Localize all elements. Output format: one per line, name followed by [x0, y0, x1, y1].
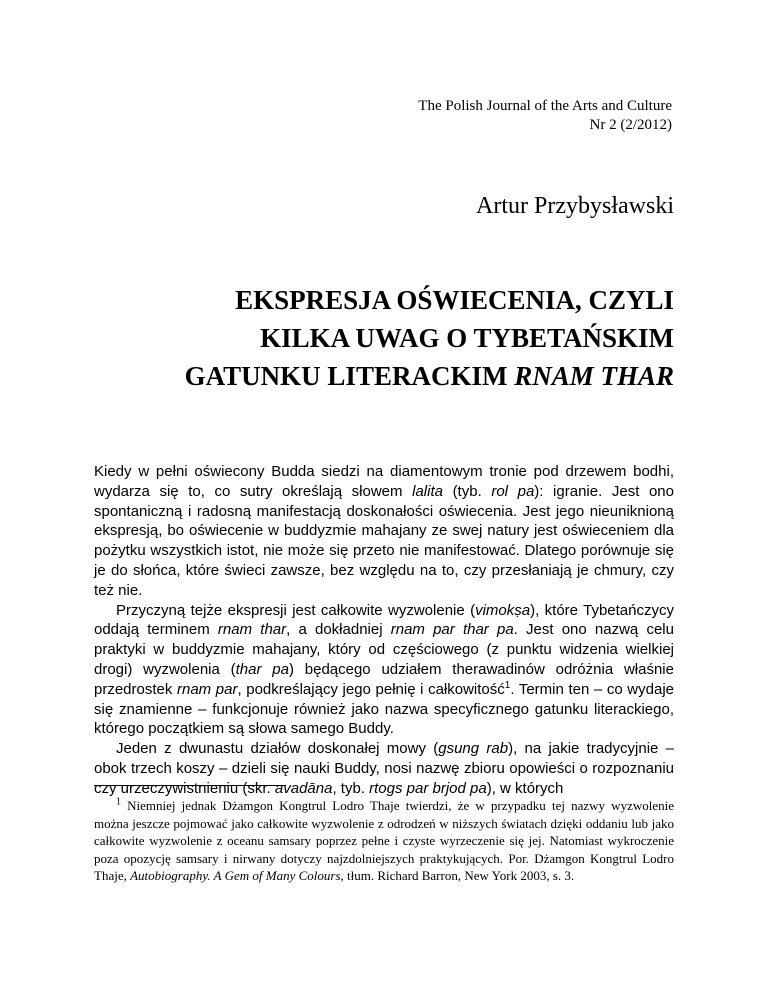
italic-term: rnam thar — [217, 621, 287, 639]
italic-term: rnam par — [176, 680, 238, 698]
footnote-number: 1 — [116, 796, 121, 808]
text-run: Jeden z dwunastu działów doskonałej mowy ( — [116, 740, 439, 758]
footnote-reference[interactable]: 1 — [504, 679, 511, 691]
text-run: ), na jakie tradycyjnie – obok trzech koszy – dzieli się nauki Buddy, nosi nazwę zbioru opowieści o rozpoznaniu czy urzeczywistnieniu (skr. — [94, 740, 674, 797]
text-run: , podkreślający jego pełnię i całkowitość — [237, 680, 505, 698]
article-body — [94, 462, 674, 799]
title-line-3-italic: RNAM THAR — [514, 361, 674, 391]
text-run: ) będącego udziałem therawadinów odróżnia właśnie przedrostek — [94, 660, 674, 698]
text-run: , tłum. Richard Barron, New York 2003, s. 3. — [340, 868, 575, 884]
paragraph-3 — [94, 739, 674, 798]
footnote — [94, 797, 674, 885]
italic-term: rtogs par brjod pa — [369, 779, 487, 797]
italic-term: avadāna — [274, 779, 333, 797]
paragraph-1 — [94, 462, 674, 601]
italic-title: Autobiography. A Gem of Many Colours — [130, 868, 341, 884]
text-run: ), które Tybetańczycy oddają terminem — [94, 601, 674, 639]
footnote-1 — [94, 797, 674, 885]
text-run: ): igranie. Jest ono spontaniczną i radosną manifestacją doskonałości oświecenia. Jest jego nieuniknioną ekspresją, bo oświecenie w buddyzmie mahajany ze swej natury jest oświeceniem dla pożytku wszystkich istot, nie może się przeto nie manifestować. Dlatego porównuje się je do słońca, które świeci zawsze, bez względu na to, czy przesłaniają je chmury, czy też nie. — [94, 482, 674, 599]
text-run: Przyczyną tejże ekspresji jest całkowite wyzwolenie ( — [116, 601, 476, 619]
text-run: (tyb. — [442, 482, 492, 500]
italic-term: rol pa — [491, 482, 535, 500]
title-line-1: EKSPRESJA OŚWIECENIA, CZYLI — [235, 285, 674, 315]
journal-name: The Polish Journal of the Arts and Culture — [418, 98, 672, 114]
author-name: Artur Przybysławski — [476, 193, 674, 219]
journal-issue: Nr 2 (2/2012) — [589, 117, 672, 133]
title-line-3 — [114, 357, 674, 395]
paragraph-2 — [94, 601, 674, 740]
text-run: ), w których — [486, 779, 564, 797]
text-run: Niemniej jednak Dżamgon Kongtrul Lodro Thaje twierdzi, że w przypadku tej nazwy wyzwolenie można jeszcze pojmować jako całkowite wyzwolenie z odrodzeń w niższych światach dzięki oddaniu lub jako całkowite wyzwolenie z oceanu samsary poprzez pełne i czyste wyrzeczenie się jej. Natomiast wykroczenie poza opozycję samsary i nirwany dotyczy najzdolniejszych praktykujących. Por. Dżamgon Kongtrul Lodro Thaje, — [94, 798, 674, 884]
text-run: , a dokładniej — [286, 621, 391, 639]
article-title — [114, 281, 674, 395]
title-line-2: KILKA UWAG O TYBETAŃSKIM — [260, 323, 674, 353]
italic-term: lalita — [412, 482, 443, 500]
italic-term: thar pa — [235, 660, 289, 678]
text-run: . Jest ono nazwą celu praktyki w buddyzmie mahajany, który od częściowego (z punktu widzenia wielkiej drogi) wyzwolenia ( — [94, 621, 674, 678]
text-run: . Termin ten – co wydaje się znamienne – funkcjonuje również jako nazwa specyficznego gatunku literackiego, którego początkiem są słowa samego Buddy. — [94, 680, 674, 738]
journal-header — [418, 97, 672, 135]
text-run: , tyb. — [332, 779, 370, 797]
italic-term: vimokṣa — [475, 601, 531, 619]
italic-term: gsung rab — [438, 740, 509, 758]
italic-term: rnam par thar pa — [390, 621, 514, 639]
title-line-3-text: GATUNKU LITERACKIM — [184, 361, 515, 391]
text-run: Kiedy w pełni oświecony Budda siedzi na diamentowym tronie pod drzewem bodhi, wydarza się to, co sutry określają słowem — [94, 463, 674, 500]
footnote-divider — [94, 785, 286, 786]
